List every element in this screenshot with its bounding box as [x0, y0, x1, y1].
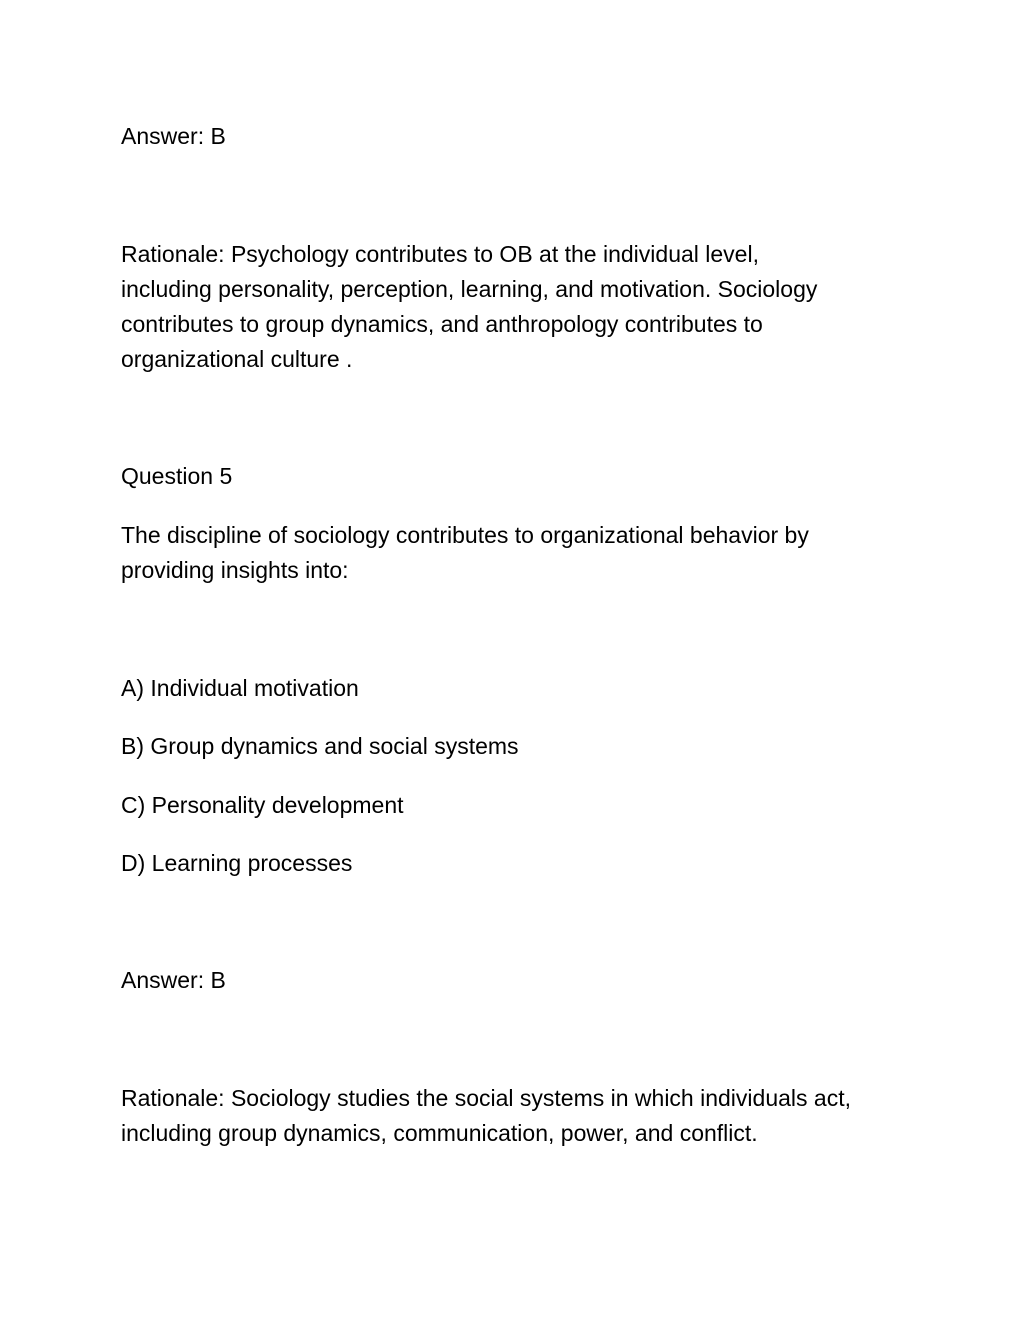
previous-answer: Answer: B — [121, 123, 226, 149]
option-c: C) Personality development — [121, 792, 404, 818]
question-rationale-line: Rationale: Sociology studies the social systems in which individuals act, — [121, 1085, 851, 1111]
previous-rationale-line: Rationale: Psychology contributes to OB at the individual level, — [121, 241, 759, 267]
question-answer: Answer: B — [121, 967, 226, 993]
question-title: Question 5 — [121, 463, 233, 489]
question-rationale — [121, 1081, 901, 1151]
previous-rationale-line: including personality, perception, learning, and motivation. Sociology — [121, 276, 818, 302]
question-text-line: The discipline of sociology contributes to organizational behavior by — [121, 522, 809, 548]
previous-rationale-line: contributes to group dynamics, and anthropology contributes to — [121, 311, 763, 337]
option-b: B) Group dynamics and social systems — [121, 733, 519, 759]
previous-rationale-line: organizational culture . — [121, 346, 353, 372]
previous-rationale — [121, 237, 901, 377]
question-text — [121, 518, 901, 588]
option-d: D) Learning processes — [121, 850, 353, 876]
question-rationale-line: including group dynamics, communication, power, and conflict. — [121, 1120, 758, 1146]
option-a: A) Individual motivation — [121, 675, 359, 701]
question-text-line: providing insights into: — [121, 557, 349, 583]
